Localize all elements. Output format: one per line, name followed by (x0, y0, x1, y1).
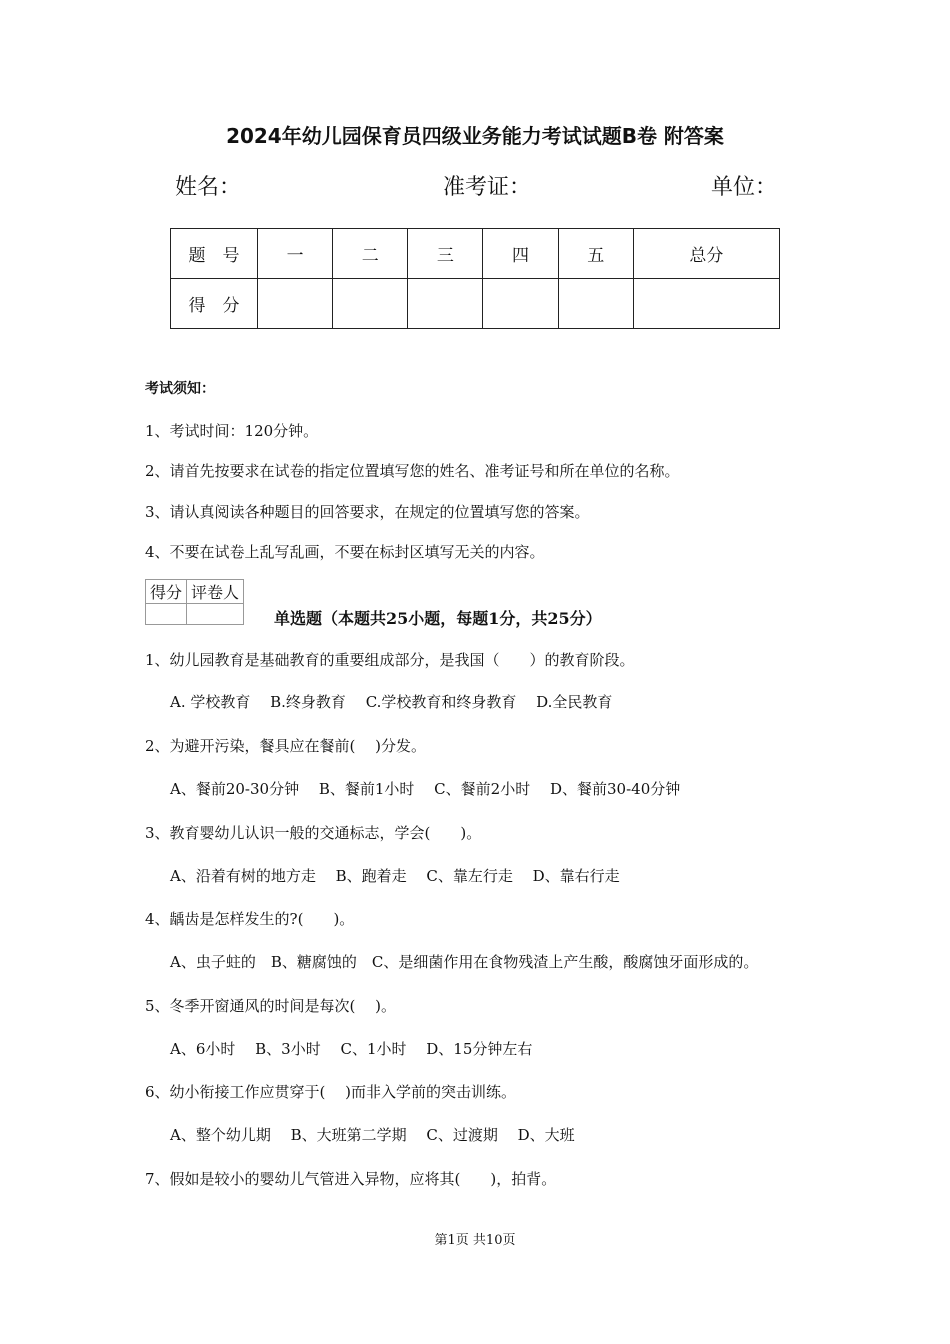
score-cell-total[interactable] (633, 279, 779, 329)
question-2: 2、为避开污染，餐具应在餐前( )分发。 (145, 737, 427, 755)
score-cell-2[interactable] (333, 279, 408, 329)
note-item-2: 2、请首先按要求在试卷的指定位置填写您的姓名、准考证号和所在单位的名称。 (145, 462, 680, 480)
page-title: 2024年幼儿园保育员四级业务能力考试试题B卷 附答案 (226, 124, 724, 148)
score-cell-5[interactable] (558, 279, 633, 329)
score-table-score-row (171, 279, 780, 329)
question-3: 3、教育婴幼儿认识一般的交通标志，学会( )。 (145, 824, 482, 842)
header-cell-4: 四 (483, 229, 558, 279)
header-cell-3: 三 (408, 229, 483, 279)
grader-score-label: 得分 (146, 580, 187, 604)
note-item-3: 3、请认真阅读各种题目的回答要求，在规定的位置填写您的答案。 (145, 503, 590, 521)
unit-field-label: 单位： (711, 175, 778, 200)
grader-name-label: 评卷人 (187, 580, 244, 604)
score-row-label: 得 分 (171, 279, 258, 329)
note-item-4: 4、不要在试卷上乱写乱画，不要在标封区填写无关的内容。 (145, 543, 545, 561)
question-5-options: A、6小时 B、3小时 C、1小时 D、15分钟左右 (170, 1040, 533, 1058)
question-4: 4、龋齿是怎样发生的?( )。 (145, 910, 355, 928)
header-cell-1: 一 (258, 229, 333, 279)
header-cell-5: 五 (558, 229, 633, 279)
score-table-header-row (171, 229, 780, 279)
notes-title: 考试须知： (145, 381, 215, 397)
header-cell-total: 总分 (633, 229, 779, 279)
question-3-options: A、沿着有树的地方走 B、跑着走 C、靠左行走 D、靠右行走 (170, 867, 620, 885)
grader-box (145, 579, 244, 625)
question-6: 6、幼小衔接工作应贯穿于( )而非入学前的突击训练。 (145, 1083, 517, 1101)
question-1-options: A. 学校教育 B.终身教育 C.学校教育和终身教育 D.全民教育 (170, 693, 613, 711)
page-footer: 第1页 共10页 (434, 1233, 516, 1248)
name-field-label: 姓名： (175, 175, 242, 200)
header-cell-2: 二 (333, 229, 408, 279)
question-6-options: A、整个幼儿期 B、大班第二学期 C、过渡期 D、大班 (170, 1126, 575, 1144)
note-item-1: 1、考试时间：120分钟。 (145, 422, 319, 440)
score-table (170, 228, 780, 329)
exam-id-field-label: 准考证： (443, 175, 532, 200)
question-1: 1、幼儿园教育是基础教育的重要组成部分，是我国（ ）的教育阶段。 (145, 651, 635, 669)
header-cell-label: 题 号 (171, 229, 258, 279)
question-2-options: A、餐前20-30分钟 B、餐前1小时 C、餐前2小时 D、餐前30-40分钟 (170, 780, 681, 798)
question-5: 5、冬季开窗通风的时间是每次( )。 (145, 997, 397, 1015)
score-cell-4[interactable] (483, 279, 558, 329)
score-cell-1[interactable] (258, 279, 333, 329)
question-4-options: A、虫子蛀的 B、糖腐蚀的 C、是细菌作用在食物残渣上产生酸，酸腐蚀牙面形成的。 (170, 953, 759, 971)
grader-name-cell[interactable] (187, 604, 244, 625)
score-cell-3[interactable] (408, 279, 483, 329)
grader-score-cell[interactable] (146, 604, 187, 625)
section-title: 单选题（本题共25小题，每题1分，共25分） (274, 609, 602, 628)
question-7: 7、假如是较小的婴幼儿气管进入异物，应将其( )，拍背。 (145, 1170, 557, 1188)
